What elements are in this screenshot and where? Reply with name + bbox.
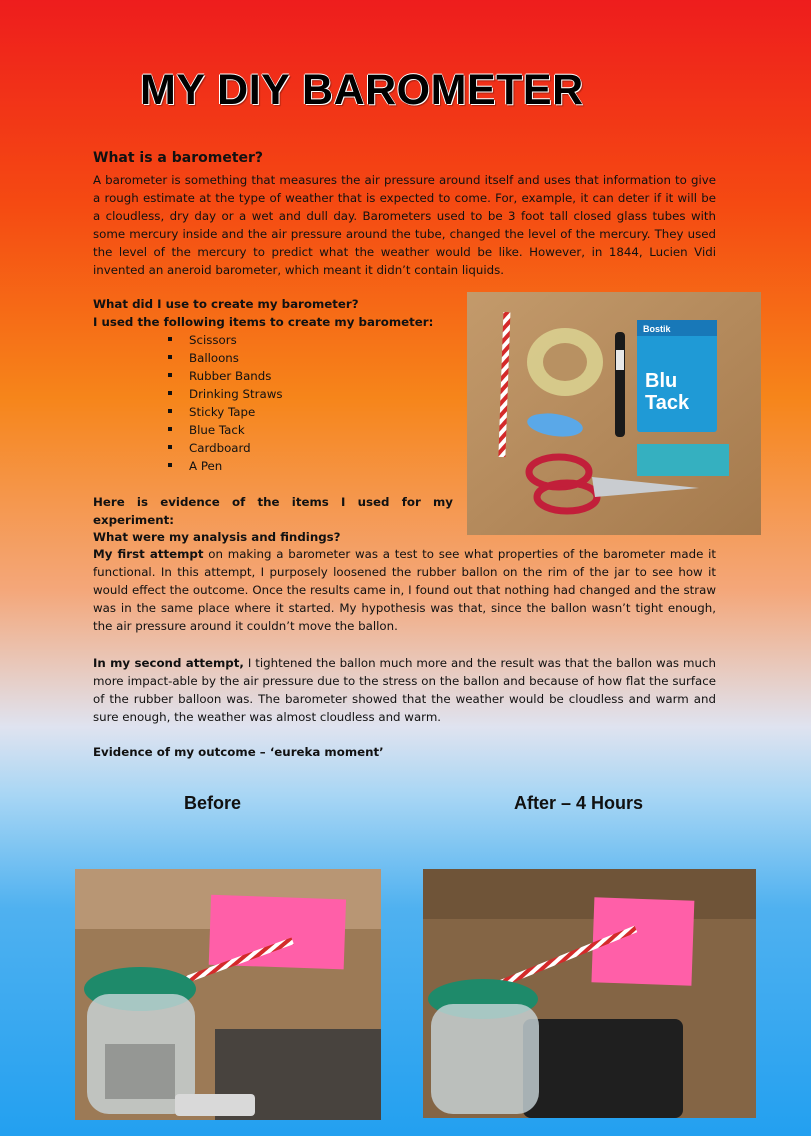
- materials-intro: I used the following items to create my barometer:: [93, 315, 434, 329]
- list-item: Blue Tack: [168, 421, 283, 439]
- evidence-items-label: Here is evidence of the items I used for my experiment:: [93, 495, 453, 527]
- second-attempt-text: I tightened the ballon much more and the result was that the ballon was much more impact-able by the air pressure due to the stress on the ballon and because of how flat the surface of the rubber balloon was. The barometer showed that the weather would be cloudless and warm and sure enough, the weather was almost cloudless and warm.: [93, 656, 716, 724]
- package-product-text-2: Tack: [645, 392, 690, 414]
- findings-paragraph-2: [93, 654, 716, 726]
- section-body-what-is: A barometer is something that measures the air pressure around itself and uses that information to give a rough estimate at the type of weather that is expected to come. For, example, it can deter if it will be a cloudless, dry day or a wet and dull day. Barometers used to be 3 foot tall closed glass tubes with some mercury inside and the air pressure around the tube, changed the level of the mercury. They used the level of the mercury to predict what the weather would be like. However, in 1844, Lucien Vidi invented an aneroid barometer, which meant it didn’t contain liquids.: [93, 173, 716, 277]
- before-caption: Before: [184, 793, 242, 813]
- items-photo: [467, 292, 761, 535]
- section-heading-what-is: What is a barometer?: [93, 150, 264, 166]
- list-item: Drinking Straws: [168, 385, 283, 403]
- list-item: A Pen: [168, 457, 283, 475]
- first-attempt-text: on making a barometer was a test to see what properties of the barometer made it functional. In this attempt, I purposely loosened the rubber ballon on the rim of the jar to see how it would effect the outcome. Once the results came in, I found out that nothing had changed and the straw was in the same place where it started. My hypothesis was that, since the ballon wasn’t tight enough, the air pressure around it couldn’t move the ballon.: [93, 547, 716, 633]
- package-brand-text: Bostik: [643, 324, 671, 334]
- findings-paragraph-1: [93, 545, 716, 635]
- list-item: Balloons: [168, 349, 283, 367]
- package-product-text-1: Blu: [645, 370, 678, 392]
- second-attempt-lead: In my second attempt,: [93, 656, 244, 670]
- list-item: Cardboard: [168, 439, 283, 457]
- section-heading-findings: What were my analysis and findings?: [93, 530, 341, 544]
- materials-list: [168, 331, 283, 475]
- outcome-label: Evidence of my outcome – ‘eureka moment’: [93, 745, 384, 759]
- after-caption: After – 4 Hours: [514, 793, 644, 813]
- after-photo: [423, 869, 756, 1118]
- page-title: MY DIY BAROMETER: [140, 66, 584, 114]
- section-heading-materials: What did I use to create my barometer?: [93, 297, 359, 311]
- list-item: Rubber Bands: [168, 367, 283, 385]
- list-item: Sticky Tape: [168, 403, 283, 421]
- list-item: Scissors: [168, 331, 283, 349]
- before-photo: [75, 869, 381, 1120]
- first-attempt-lead: My first attempt: [93, 547, 204, 561]
